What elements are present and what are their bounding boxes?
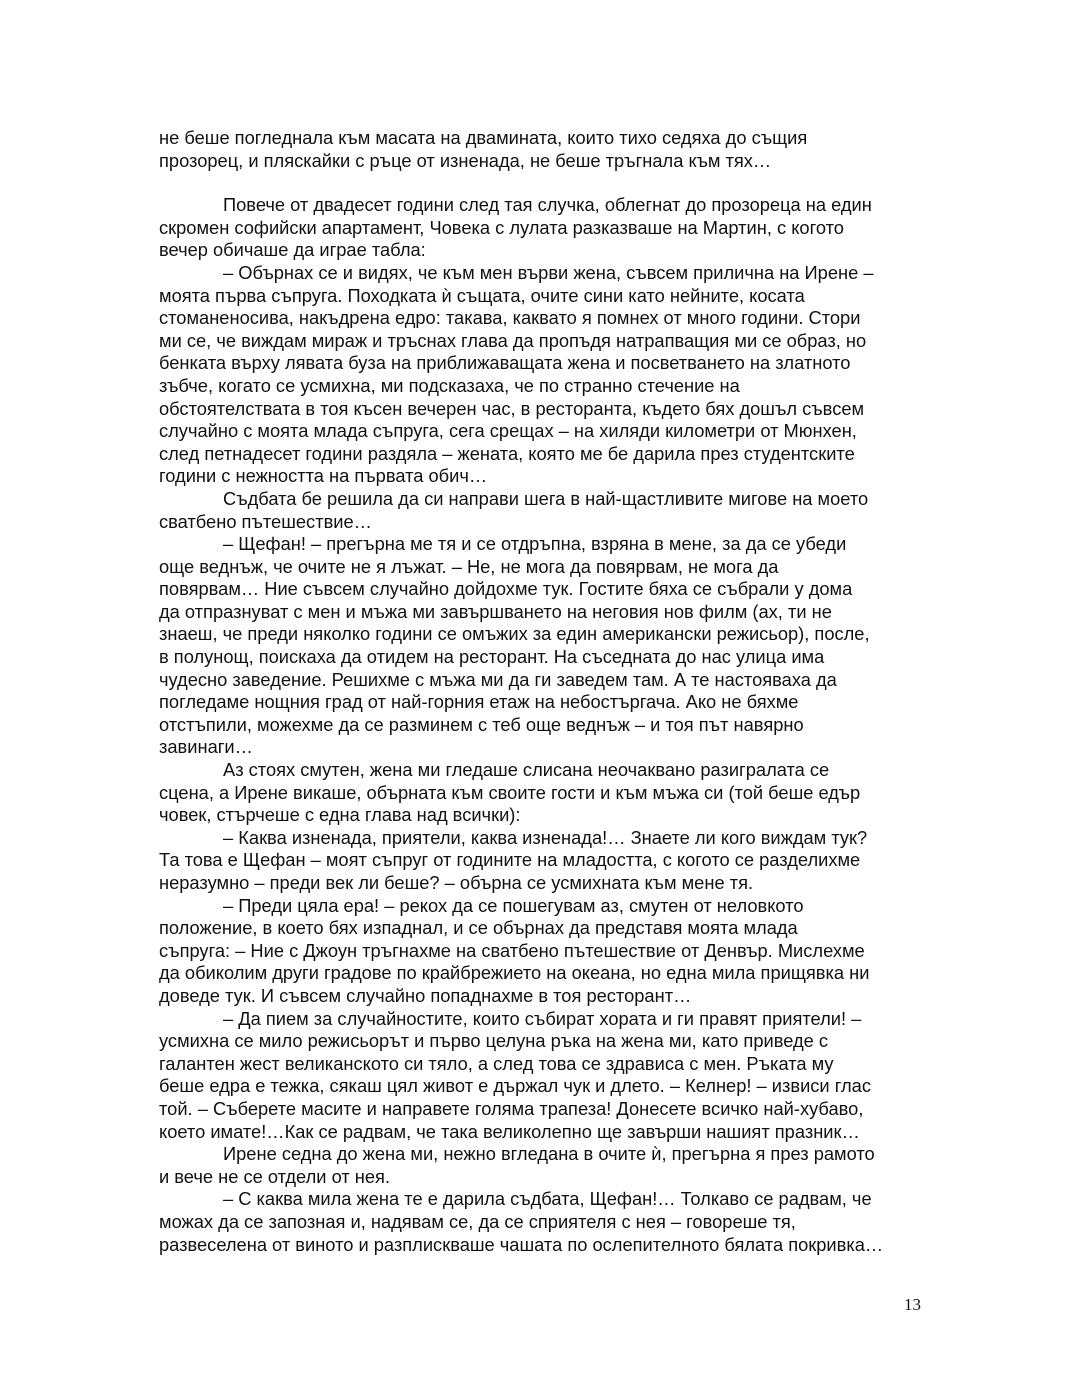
text-line: чудесно заведение. Решихме с мъжа ми да ги заведем там. А те настояваха да <box>159 668 837 690</box>
text-line: – Каква изненада, приятели, каква изненада!… Знаете ли кого виждам тук? <box>223 826 868 848</box>
text-line: Аз стоях смутен, жена ми гледаше слисана неочаквано разигралата се <box>223 759 830 781</box>
text-line: човек, стърчеше с една глава над всички): <box>159 804 521 826</box>
text-line: зъбче, когато се усмихна, ми подсказаха, че по странно стечение на <box>159 374 740 396</box>
text-line: сцена, а Ирене викаше, обърната към своите гости и към мъжа си (той беше едър <box>159 781 861 803</box>
text-line: ми се, че виждам мираж и тръснах глава да пропъдя натрапващия ми се образ, но <box>159 329 867 351</box>
text-line: бенката върху лявата буза на приближаващата жена и посветването на златното <box>159 352 851 374</box>
text-line: още веднъж, че очите не я лъжат. – Не, не мога да повярвам, не мога да <box>159 555 779 577</box>
text-line: скромен софийски апартамент, Човека с лулата разказваше на Мартин, с когото <box>159 216 844 238</box>
text-line: погледаме нощния град от най-горния етаж на небостъргача. Ако не бяхме <box>159 691 799 713</box>
text-line: вечер обичаше да играе табла: <box>159 239 426 261</box>
text-line: Ирене седна до жена ми, нежно вгледана в очите ѝ, прегърна я през рамото <box>223 1143 875 1165</box>
text-line: знаеш, че преди няколко години се омъжих за един американски режисьор), после, <box>159 623 870 645</box>
text-line: завинаги… <box>159 736 253 758</box>
text-line: обстоятелствата в тоя късен вечерен час, в ресторанта, където бях дошъл съвсем <box>159 397 865 419</box>
text-line: и вече не се отдели от нея. <box>159 1165 391 1187</box>
text-line: положение, в което бях изпаднал, и се обърнах да представя моята млада <box>159 917 798 939</box>
text-line: доведе тук. И съвсем случайно попаднахме в тоя ресторант… <box>159 984 692 1006</box>
text-line: Съдбата бе решила да си направи шега в най-щастливите мигове на моето <box>223 487 869 509</box>
text-line: съпруга: – Ние с Джоун тръгнахме на сватбено пътешествие от Денвър. Мислехме <box>159 939 865 961</box>
text-line: прозорец, и пляскайки с ръце от изненада, не беше тръгнала към тях… <box>159 149 772 171</box>
text-line: – Да пием за случайностите, които събират хората и ги правят приятели! – <box>223 1007 862 1029</box>
text-line: усмихна се мило режисьорът и първо целуна ръка на жена ми, като приведе с <box>159 1030 829 1052</box>
text-line: стоманеносива, накъдрена едро: такава, каквато я помнех от много години. Стори <box>159 307 861 329</box>
text-line: той. – Съберете масите и направете голяма трапеза! Донесете всичко най-хубаво, <box>159 1097 864 1119</box>
text-line: години с нежността на първата обич… <box>159 465 488 487</box>
text-line: в полунощ, поискаха да отидем на ресторант. На съседната до нас улица има <box>159 646 825 668</box>
body-text <box>159 127 924 1256</box>
text-line: което имате!…Как се радвам, че така великолепно ще завърши нашият празник… <box>159 1120 860 1142</box>
text-line: повярвам… Ние съвсем случайно дойдохме тук. Гостите бяха се събрали у дома <box>159 578 853 600</box>
text-line: – Преди цяла ера! – рекох да се пошегувам аз, смутен от неловкото <box>223 894 804 916</box>
text-line: галантен жест великанското си тяло, а след това се здрависа с мен. Ръката му <box>159 1052 834 1074</box>
text-line: неразумно – преди век ли беше? – обърна се усмихната към мене тя. <box>159 872 754 893</box>
text-line: след петнадесет години раздяла – жената, която ме бе дарила през студентските <box>159 442 855 464</box>
text-line: беше едра е тежка, сякаш цял живот е държал чук и длето. – Келнер! – извиси глас <box>159 1075 871 1097</box>
text-line: сватбено пътешествие… <box>159 510 372 532</box>
text-line: – Щефан! – прегърна ме тя и се отдръпна, взряна в мене, за да се убеди <box>223 533 847 555</box>
text-line: можах да се запозная и, надявам се, да се сприятеля с нея – говореше тя, <box>159 1210 796 1232</box>
text-line: случайно с моята млада съпруга, сега срещах – на хиляди километри от Мюнхен, <box>159 420 857 442</box>
text-line: да отпразнуват с мен и мъжа ми завършването на неговия нов филм (ах, ти не <box>159 600 832 622</box>
text-line: – С каква мила жена те е дарила съдбата, Щефан!… Толкаво се радвам, че <box>223 1188 872 1210</box>
text-line: да обиколим други градове по крайбрежието на океана, но една мила прищявка ни <box>159 962 870 984</box>
text-line: не беше погледнала към масата на двамината, които тихо седяха до същия <box>159 127 808 148</box>
text-line: – Обърнах се и видях, че към мен върви жена, съвсем прилична на Ирене – <box>223 261 874 283</box>
page-number: 13 <box>904 1295 921 1314</box>
text-line: Повече от двадесет години след тая случка, облегнат до прозореца на един <box>223 194 872 216</box>
text-line: Та това е Щефан – моят съпруг от годините на младостта, с когото се разделихме <box>159 849 861 871</box>
text-line: моята първа съпруга. Походката ѝ същата, очите сини като нейните, косата <box>159 284 805 306</box>
text-line: развеселена от виното и разплискваше чашата по ослепителното бялата покривка… <box>159 1233 884 1255</box>
text-line: отстъпили, можехме да се разминем с теб още веднъж – и тоя път навярно <box>159 713 804 735</box>
paragraph-gap <box>159 172 924 194</box>
